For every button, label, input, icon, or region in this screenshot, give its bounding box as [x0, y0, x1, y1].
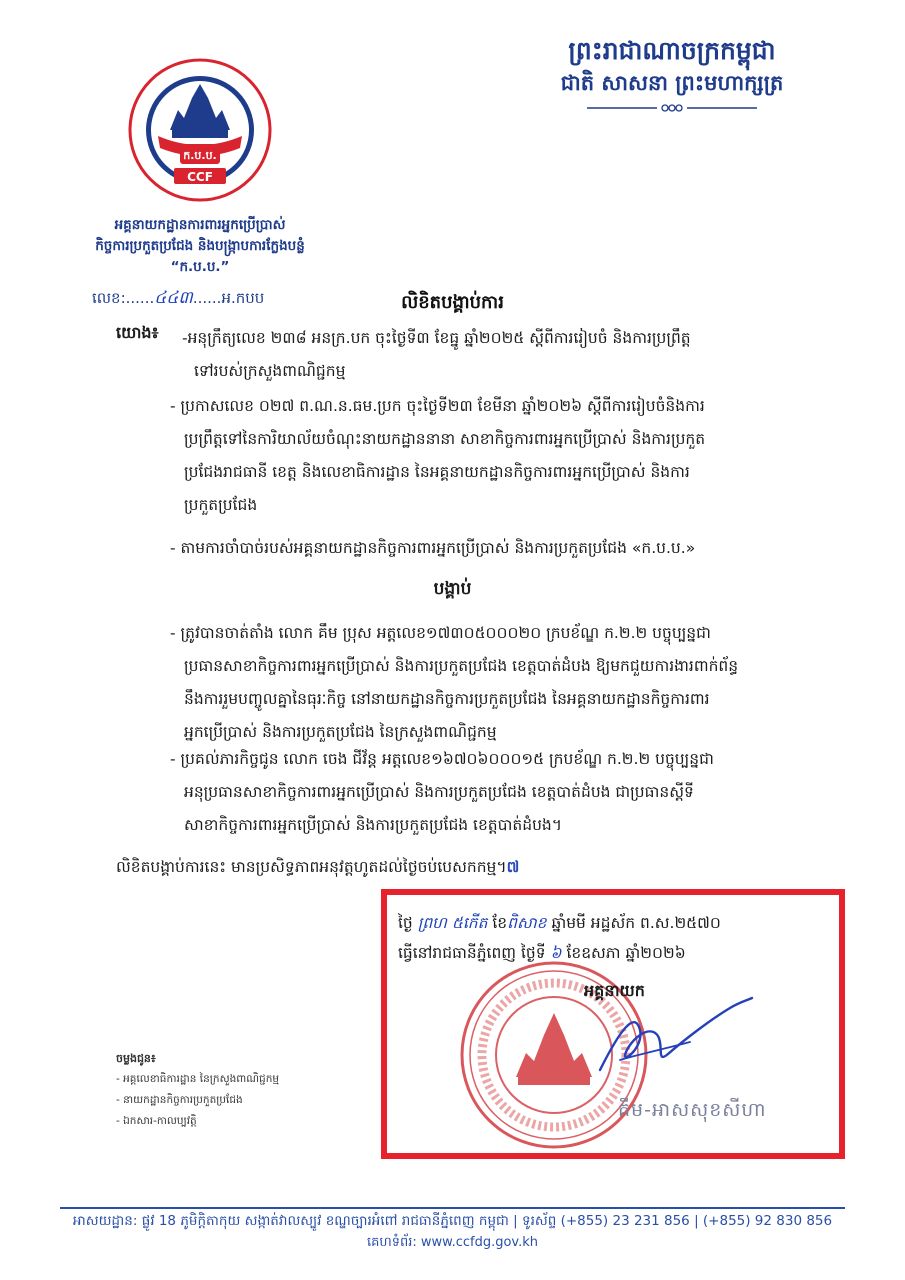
reference-item-2 — [170, 390, 705, 522]
lunar-date-line — [398, 908, 721, 938]
cc-list — [116, 1048, 279, 1132]
cc-item-1: - អគ្គលេខាធិការដ្ឋាន នៃក្រសួងពាណិជ្ជកម្ម — [116, 1073, 280, 1085]
reference-item-2-line-3: ប្រជែងរាជធានី ខេត្ត និងលេខាធិការដ្ឋាន នៃអគ្គនាយកដ្ឋានកិច្ចការពារអ្នកប្រើប្រាស់ និងការ — [184, 463, 690, 481]
lunar-date-prefix: ថ្ងៃ — [398, 914, 413, 932]
solar-month-year: ខែឧសភា ឆ្នាំ២០២៦ — [566, 944, 686, 962]
order-item-1-line-1: - ត្រូវបានចាត់តាំង លោក គឹម ប្រុស អត្តលេខ១៧៣០៥០០០២០ ក្របខ័ណ្ឌ ក.២.២ បច្ចុប្បន្នជា — [170, 624, 711, 642]
signatory-name: គឹម-អាសសុខសីហា — [618, 1099, 767, 1121]
order-item-1-line-4: អ្នកប្រើប្រាស់ និងការប្រកួតប្រជែង នៃក្រសួងពាណិជ្ជកម្ម — [184, 723, 497, 741]
solar-day-handwritten: ៦ — [550, 944, 562, 962]
references-label: យោង៖ — [116, 323, 159, 342]
closing-statement — [116, 852, 519, 882]
lunar-month-label: ខែ — [492, 914, 508, 932]
closing-mark: ៧ — [506, 858, 520, 876]
agency-line-3: “ក.ប.ប.” — [170, 259, 230, 275]
reference-label: លេខ:...... — [92, 289, 155, 307]
logo-acronym: ក.ប.ប. — [183, 149, 217, 162]
reference-item-1 — [182, 322, 691, 388]
lunar-date-day-handwritten: ព្រហ — [417, 914, 447, 932]
cc-heading: ចម្លងជូន៖ — [116, 1052, 156, 1065]
footer-website: គេហទំព័រ: www.ccfdg.gov.kh — [366, 1235, 539, 1250]
order-item-2-line-3: សាខាកិច្ចការពារអ្នកប្រើប្រាស់ និងការប្រកួតប្រជែង ខេត្តបាត់ដំបង។ — [184, 816, 562, 834]
order-item-2-line-1: - ប្រគល់ភារកិច្ចជូន លោក ចេង ជីវ័ន្ត អត្តលេខ១៦៧០៦០០០១៥ ក្របខ័ណ្ឌ ក.២.២ បច្ចុប្បន្នជា — [170, 750, 714, 768]
kingdom-motto: ជាតិ សាសនា ព្រះមហាក្សត្រ — [560, 71, 784, 95]
cc-item-2: - នាយកដ្ឋានកិច្ចការប្រកួតប្រជែង — [116, 1094, 243, 1106]
lunar-date-waxing-handwritten: ៥កើត — [451, 914, 488, 932]
orders-heading: បង្គាប់ — [433, 579, 472, 599]
order-item-1-line-3: នឹងការរួមបញ្ចូលគ្នានៃធុរៈកិច្ច នៅនាយកដ្ឋានកិច្ចការប្រកួតប្រជែង នៃអគ្គនាយកដ្ឋានកិច្ចការពារ — [184, 690, 710, 708]
reference-item-1-line-2: ទៅរបស់ក្រសួងពាណិជ្ជកម្ម — [194, 362, 346, 380]
agency-line-2: កិច្ចការប្រកួតប្រជែង និងបង្ក្រាបការក្លែងបន្លំ — [95, 238, 305, 254]
place-date-label: ធ្វើនៅរាជធានីភ្នំពេញ ថ្ងៃទី — [398, 944, 546, 962]
order-item-1-line-2: ប្រធានសាខាកិច្ចការពារអ្នកប្រើប្រាស់ និងការប្រកួតប្រជែង ខេត្តបាត់ដំបង ឱ្យមកជួយការងារពាក់ព័ន្ធ — [184, 657, 739, 675]
reference-item-2-line-2: ប្រព្រឹត្តទៅនៃការិយាល័យចំណុះនាយកដ្ឋាននានា សាខាកិច្ចការពារអ្នកប្រើប្រាស់ និងការប្រកួត — [184, 430, 706, 448]
footer-divider — [60, 1207, 845, 1209]
kingdom-header — [507, 34, 837, 118]
ccf-logo-icon — [128, 58, 272, 202]
ornament-divider-icon — [587, 102, 757, 114]
order-item-2 — [170, 743, 714, 842]
handwritten-signature-icon — [580, 990, 780, 1090]
closing-text: លិខិតបង្គាប់ការនេះ មានប្រសិទ្ធភាពអនុវត្តហូតដល់ថ្ងៃចប់បេសកកម្ម។ — [116, 858, 507, 876]
logo-text: CCF — [187, 170, 213, 184]
order-item-2-line-2: អនុប្រធានសាខាកិច្ចការពារអ្នកប្រើប្រាស់ និងការប្រកួតប្រជែង ខេត្តបាត់ដំបង ជាប្រធានស្តីទី — [184, 783, 694, 801]
signatory-role: អគ្គនាយក — [584, 981, 645, 1000]
order-item-1 — [170, 617, 738, 749]
agency-name — [40, 215, 360, 278]
reference-suffix: ......អ.កបប — [192, 289, 265, 307]
reference-item-2-line-1: - ប្រកាសលេខ ០២៧ ព.ណ.ន.ធម.ប្រក ចុះថ្ងៃទី២៣ ខែមីនា ឆ្នាំ២០២៦ ស្តីពីការរៀបចំនិងការ — [170, 397, 705, 415]
reference-handwritten-number: ៤៤៣ — [154, 288, 193, 308]
agency-line-1: អគ្គនាយកដ្ឋានការពារអ្នកប្រើប្រាស់ — [114, 217, 286, 233]
footer-address: អាសយដ្ឋាន: ផ្លូវ 18 ភូមិក្តិតាកុយ សង្កាត់វាលស្បូវ ខណ្ឌច្បារអំពៅ រាជធានីភ្នំពេញ កម្ពុជា | ទូរស័ព្ទ (+855) 23 231 856 | (+855) 92 830 856 — [72, 1213, 833, 1229]
lunar-month-handwritten: ពិសាខ — [507, 914, 547, 932]
kingdom-title: ព្រះរាជាណាចក្រកម្ពុជា — [568, 36, 776, 65]
reference-item-1-line-1: -អនុក្រឹត្យលេខ ២៣៨ អនក្រ.បក ចុះថ្ងៃទី៣ ខែធ្នូ ឆ្នាំ២០២៥ ស្តីពីការរៀបចំ និងការប្រព្រឹត្ត — [182, 329, 691, 347]
lunar-date-rest: ឆ្នាំមមី អដ្ឋស័ក ព.ស.២៥៧០ — [551, 914, 721, 932]
reference-item-2-line-4: ប្រកួតប្រជែង — [184, 496, 258, 514]
reference-item-3-line-1: - តាមការចាំបាច់របស់អគ្គនាយកដ្ឋានកិច្ចការពារអ្នកប្រើប្រាស់ និងការប្រកួតប្រជែង «ក.ប.ប.» — [170, 539, 696, 557]
document-title: លិខិតបង្គាប់ការ — [401, 292, 504, 313]
reference-item-3 — [170, 532, 695, 565]
cc-item-3: - ឯកសារ-កាលប្បវត្តិ — [116, 1115, 197, 1127]
